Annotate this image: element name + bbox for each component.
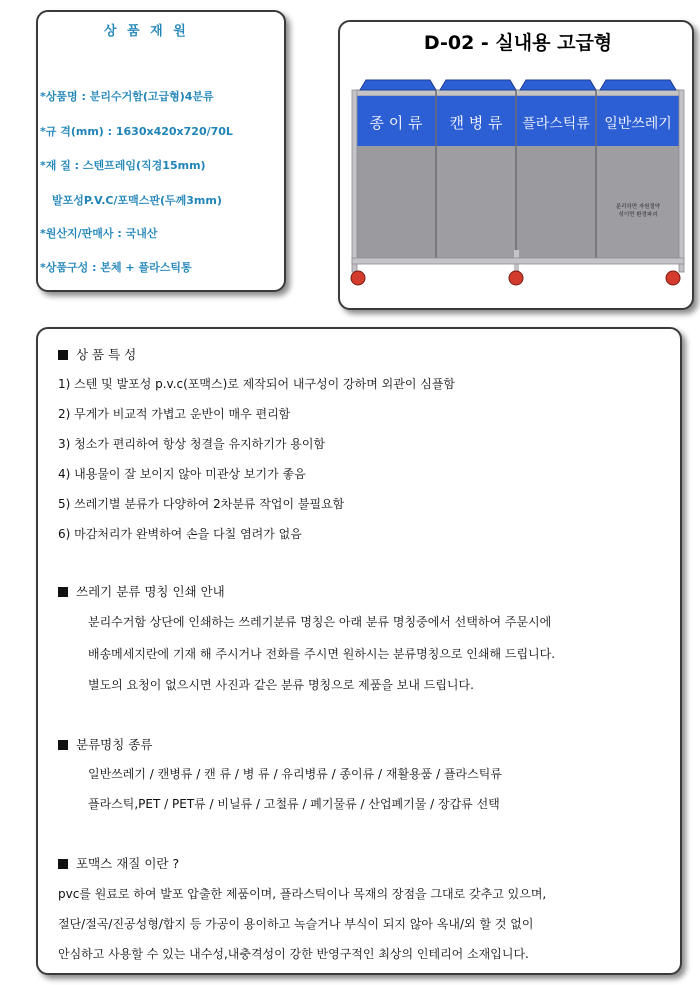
product-card (338, 20, 694, 310)
bin-label: 캔 병 류 (449, 114, 503, 132)
feature-item: 4) 내용물이 잘 보이지 않아 미관상 보기가 좋음 (58, 467, 306, 481)
print-guide-line: 배송메세지란에 기재 해 주시거나 전화를 주시면 원하시는 분류명칭으로 인쇄해 드립니다. (88, 647, 556, 661)
spec-line: *규 격(mm) : 1630x420x720/70L (40, 125, 233, 138)
square-bullet-icon (58, 740, 68, 750)
bin-label: 일반쓰레기 (604, 116, 672, 132)
spec-line: *상품구성 : 본체 + 플라스틱통 (40, 261, 192, 274)
square-bullet-icon (58, 587, 68, 597)
recycling-bin-photo (348, 60, 688, 300)
print-guide-line: 별도의 요청이 없으시면 사진과 같은 분류 명칭으로 제품을 보내 드립니다. (88, 678, 474, 692)
spec-title: 상 품 재 원 (104, 24, 189, 39)
spec-line: 발포성P.V.C/포맥스판(두께3mm) (52, 194, 222, 207)
formex-line: 안심하고 사용할 수 있는 내수성,내충격성이 강한 반영구적인 최상의 인테리어 소재입니다. (58, 947, 529, 961)
square-bullet-icon (58, 859, 68, 869)
feature-item: 2) 무게가 비교적 가볍고 운반이 매우 편리함 (58, 407, 291, 421)
square-bullet-icon (58, 350, 68, 360)
wheel-icon (351, 271, 365, 285)
formex-heading: 포맥스 재질 이란 ? (58, 854, 179, 872)
sticker-text: 섞이면 환경파괴 (618, 212, 658, 218)
features-heading: 상 품 특 성 (58, 345, 136, 363)
bin-label: 플라스틱류 (522, 116, 590, 132)
print-guide-line: 분리수거함 상단에 인쇄하는 쓰레기분류 명칭은 아래 분류 명칭중에서 선택하여 주문시에 (88, 615, 552, 629)
category-types-line: 플라스틱,PET / PET류 / 비닐류 / 고철류 / 폐기물류 / 산업폐기물 / 장갑류 선택 (88, 797, 500, 811)
feature-item: 5) 쓰레기별 분류가 다양하여 2차분류 작업이 불필요함 (58, 497, 345, 511)
spec-line: *상품명 : 분리수거함(고급형)4분류 (40, 90, 214, 103)
formex-line: pvc를 원료로 하여 발포 압출한 제품이며, 플라스틱이나 목재의 장점을 그대로 갖추고 있으며, (58, 887, 547, 901)
spec-line: *재 질 : 스텐프레임(직경15mm) (40, 159, 206, 172)
feature-item: 1) 스텐 및 발포성 p.v.c(포맥스)로 제작되어 내구성이 강하며 외관이 심플함 (58, 377, 456, 391)
feature-item: 3) 청소가 편리하여 항상 청결을 유지하기가 용이함 (58, 437, 326, 451)
spec-line: *원산지/판매사 : 국내산 (40, 227, 158, 240)
print-guide-heading: 쓰레기 분류 명칭 인쇄 안내 (58, 582, 225, 600)
product-title: D-02 - 실내용 고급형 (423, 32, 613, 54)
bin-label: 종 이 류 (369, 114, 423, 132)
formex-line: 절단/절곡/진공성형/합지 등 가공이 용이하고 녹슬거나 부식이 되지 않아 옥내/외 할 것 없이 (58, 917, 534, 931)
wheel-icon (666, 271, 680, 285)
wheel-icon (509, 271, 523, 285)
category-types-heading: 분류명칭 종류 (58, 735, 152, 753)
sticker-text: 분리하면 자원절약 (615, 204, 661, 210)
category-types-line: 일반쓰레기 / 캔병류 / 캔 류 / 병 류 / 유리병류 / 종이류 / 재활용품 / 플라스틱류 (88, 767, 502, 781)
features-card (36, 327, 682, 975)
feature-item: 6) 마감처리가 완벽하여 손을 다칠 염려가 없음 (58, 527, 302, 541)
spec-card (36, 10, 286, 292)
